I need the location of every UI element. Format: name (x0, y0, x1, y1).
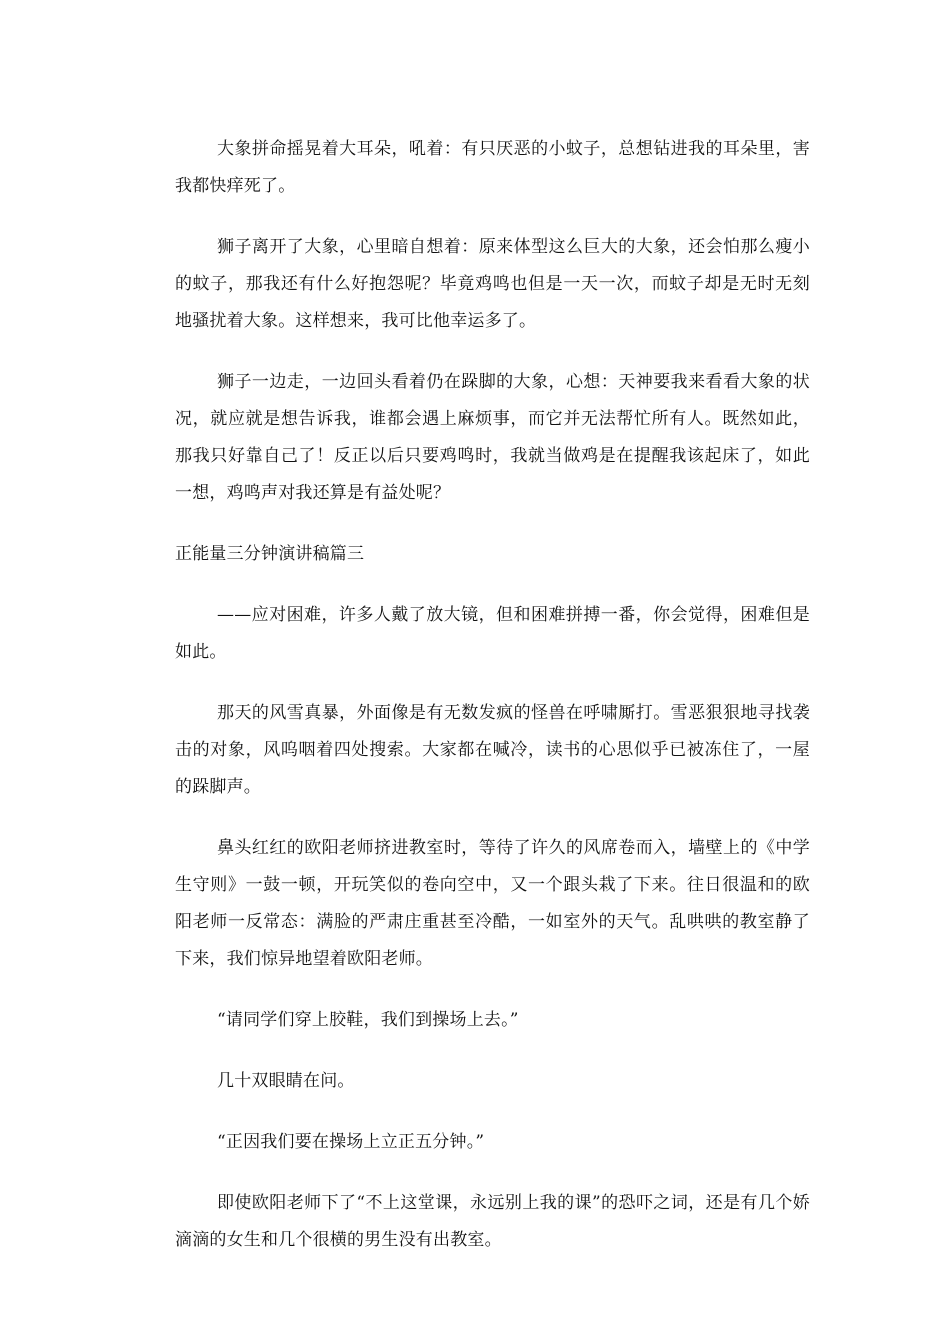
document-body (175, 131, 810, 1283)
paragraph-snowstorm: 那天的风雪真暴，外面像是有无数发疯的怪兽在呼啸厮打。雪恶狠狠地寻找袭击的对象，风呜咽着四处搜索。大家都在喊冷，读书的心思似乎已被冻住了，一屋的跺脚声。 (175, 703, 810, 797)
paragraph-teacher-quote-2: “正因我们要在操场上立正五分钟。” (217, 1132, 485, 1152)
paragraph-facing-difficulty: ——应对困难，许多人戴了放大镜，但和困难拼搏一番，你会觉得，困难但是如此。 (175, 605, 810, 662)
paragraph-teacher-quote-1: “请同学们穿上胶鞋，我们到操场上去。” (217, 1010, 519, 1030)
paragraph-lion-reflection: 狮子离开了大象，心里暗自想着：原来体型这么巨大的大象，还会怕那么瘦小的蚊子，那我还有什么好抱怨呢？毕竟鸡鸣也但是一天一次，而蚊子却是无时无刻地骚扰着大象。这样想来，我可比他幸运多了。 (175, 237, 810, 331)
paragraph-lion-conclusion: 狮子一边走，一边回头看着仍在跺脚的大象，心想：天神要我来看看大象的状况，就应就是想告诉我，谁都会遇上麻烦事，而它并无法帮忙所有人。既然如此，那我只好靠自己了！反正以后只要鸡鸣时，我就当做鸡是在提醒我该起床了，如此一想，鸡鸣声对我还算是有益处呢？ (175, 372, 810, 503)
paragraph-eyes-ask: 几十双眼睛在问。 (217, 1071, 355, 1091)
section-heading: 正能量三分钟演讲稿篇三 (175, 544, 365, 564)
paragraph-elephant-complaint: 大象拼命摇晃着大耳朵，吼着：有只厌恶的小蚊子，总想钻进我的耳朵里，害我都快痒死了。 (175, 139, 810, 196)
paragraph-students-stay: 即使欧阳老师下了“不上这堂课，永远别上我的课”的恐吓之词，还是有几个娇滴滴的女生和几个很横的男生没有出教室。 (175, 1193, 810, 1250)
paragraph-teacher-enters: 鼻头红红的欧阳老师挤进教室时，等待了许久的风席卷而入，墙壁上的《中学生守则》一鼓一顿，开玩笑似的卷向空中，又一个跟头栽了下来。往日很温和的欧阳老师一反常态：满脸的严肃庄重甚至冷酷，一如室外的天气。乱哄哄的教室静了下来，我们惊异地望着欧阳老师。 (175, 838, 810, 969)
